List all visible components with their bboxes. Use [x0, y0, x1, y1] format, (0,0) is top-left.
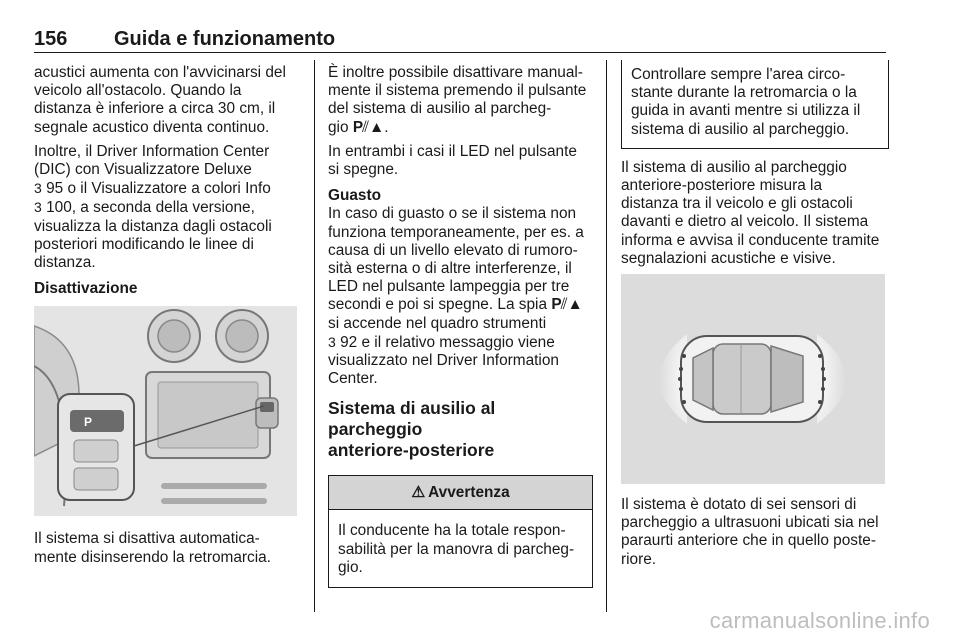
page-number: 156 [34, 28, 68, 50]
dashboard-illustration-svg [34, 306, 297, 516]
page-ref-arrow-icon: 3 [34, 180, 42, 197]
page-header [34, 28, 886, 52]
sensor-wave-icon: ⫽▲ [560, 296, 583, 314]
text-fragment: 95 o il Visualizzatore a colori Info [46, 180, 271, 198]
car-sensor-illustration [621, 274, 885, 484]
text-fragment: . [384, 118, 389, 136]
text-fragment: Inoltre, il Driver Information Center (DIC) con Visualizzatore Deluxe [34, 142, 270, 179]
paragraph-dic-display [34, 143, 302, 272]
column-left [34, 64, 302, 573]
warning-box [328, 475, 593, 588]
text-fragment: In caso di guasto o se il sistema non funziona temporaneamente, per es. a causa di un livello elevato di rumoro- sità esterna o di altre interferenze, il LED nel pulsante lampeggia per tre secondi e poi si spegne. La spia [328, 205, 584, 314]
warning-header [329, 476, 592, 510]
paragraph-six-sensors: Il sistema è dotato di sei sensori di parcheggio a ultrasuoni ubicati sia nel paraurti anteriore che in quello poste- riore. [621, 496, 879, 568]
heading-deactivation: Disattivazione [34, 280, 138, 298]
parking-assist-icon: P [551, 296, 561, 314]
text-fragment: si accende nel quadro strumenti [328, 314, 547, 332]
warning-title: Avvertenza [428, 483, 510, 501]
parking-button-label: P [84, 415, 93, 430]
header-divider [34, 52, 886, 53]
paragraph-distance-signal: acustici aumenta con l'avvicinarsi del veicolo all'ostacolo. Quando la distanza è inferiore a circa 30 cm, il segnale acustico diventa continuo. [34, 64, 286, 136]
text-fragment: 92 e il relativo messaggio viene visualizzato nel Driver Information Center. [328, 333, 559, 388]
paragraph-system-description: Il sistema di ausilio al parcheggio anteriore-posteriore misura la distanza tra il veicolo e gli ostacoli davanti e dietro al veicolo. Il sistema informa e avvisa il conducente tramite segnalazioni acustiche e visive. [621, 158, 880, 267]
text-fragment: 100, a seconda della versione, visualizza la distanza dagli ostacoli posteriori modificando le linee di distanza. [34, 199, 272, 272]
page-ref-arrow-icon: 3 [34, 199, 42, 216]
heading-fault: Guasto [328, 187, 382, 205]
page-ref-arrow-icon: 3 [328, 333, 336, 350]
paragraph-auto-deactivation: Il sistema si disattiva automatica- mente disinserendo la retromarcia. [34, 530, 271, 566]
warning-continuation-box: Controllare sempre l'area circo- stante durante la retromarcia o la guida in avanti mentre si utilizza il sistema di ausilio al parcheggio. [621, 60, 889, 149]
dashboard-button-illustration [34, 306, 297, 516]
text-fragment: È inoltre possibile disattivare manual- mente il sistema premendo il pulsante del sistema di ausilio al parcheg- gio [328, 64, 587, 136]
paragraph-fault [328, 205, 593, 388]
column-middle [328, 64, 593, 588]
paragraph-manual-deactivation [328, 64, 593, 137]
paragraph-led-off: In entrambi i casi il LED nel pulsante si spegne. [328, 142, 577, 179]
sensor-wave-icon: ⫽▲ [362, 118, 385, 136]
column-divider-2 [606, 60, 607, 612]
watermark: carmanualsonline.info [709, 608, 930, 633]
heading-front-rear-parking-assist: Sistema di ausilio al parcheggio anteriore-posteriore [328, 398, 496, 461]
parking-assist-icon: P [352, 118, 363, 136]
column-right [621, 64, 889, 575]
chapter-title: Guida e funzionamento [114, 28, 336, 50]
car-sensor-svg [621, 274, 885, 484]
warning-text: Il conducente ha la totale respon- sabilità per la manovra di parcheg- gio. [338, 522, 575, 576]
column-divider-1 [314, 60, 315, 612]
warning-triangle-icon: ⚠ [411, 483, 426, 501]
